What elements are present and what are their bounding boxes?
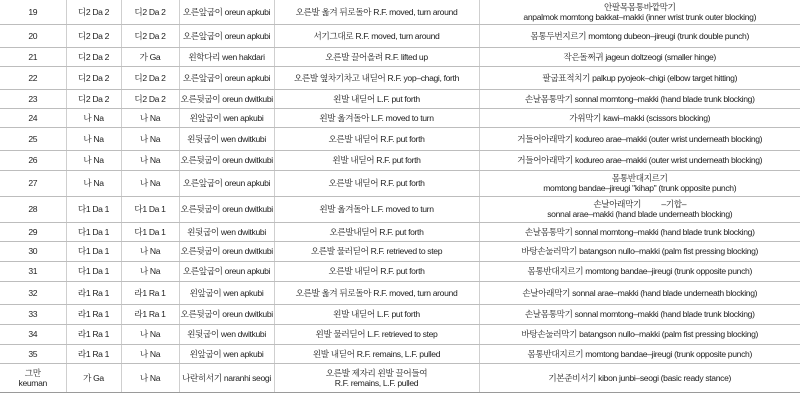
technique-line: anpalmok momtong bakkat–makki (inner wrist trunk outer blocking) xyxy=(523,11,757,22)
stance-cell: 오른앞굽이 oreun apkubi xyxy=(179,261,274,281)
technique-cell xyxy=(479,170,800,196)
position-from-cell: 디2 Da 2 xyxy=(66,66,121,89)
technique-cell xyxy=(479,89,800,108)
technique-line: 팔굽표적치기 palkup pyojeok–chigi (elbow target hitting) xyxy=(542,72,738,83)
technique-line: 바탕손눌러막기 batangson nullo–makki (palm fist pressing blocking) xyxy=(521,246,759,256)
technique-cell xyxy=(479,24,800,47)
technique-line: 손날아래막기 sonnal arae–makki (hand blade underneath blocking) xyxy=(522,287,758,298)
foot-movement-cell: 왼발 옮겨돌아 L.F. moved to turn xyxy=(274,108,479,127)
move-number-cell: 23 xyxy=(0,89,66,108)
stance-cell: 오른뒷굽이 oreun dwitkubi xyxy=(179,196,274,222)
foot-movement-cell: 오른발 끌어올려 R.F. lifted up xyxy=(274,47,479,66)
technique-cell xyxy=(479,150,800,170)
table-row xyxy=(0,47,800,66)
position-from-cell: 라1 Ra 1 xyxy=(66,344,121,363)
position-from-cell: 라1 Ra 1 xyxy=(66,324,121,344)
move-number-cell: 21 xyxy=(0,47,66,66)
table-row xyxy=(0,304,800,324)
move-number-cell: 19 xyxy=(0,0,66,24)
foot-movement-cell: 오른발 내딛어 R.F. put forth xyxy=(274,261,479,281)
foot-movement-cell: 왼발 내딛어 L.F. put forth xyxy=(274,89,479,108)
move-number-cell: 30 xyxy=(0,241,66,261)
foot-movement-line: 오른발 제자리 왼발 끌어들여 xyxy=(325,367,428,378)
technique-line: 손날몸통막기 sonnal momtong–makki (hand blade trunk blocking) xyxy=(524,309,755,319)
move-number-cell: 32 xyxy=(0,281,66,304)
position-to-cell: 라1 Ra 1 xyxy=(121,281,179,304)
move-number-cell: 33 xyxy=(0,304,66,324)
stance-cell: 오른뒷굽이 oreun dwitkubi xyxy=(179,150,274,170)
foot-movement-cell: 왼발 옮겨돌아 L.F. moved to turn xyxy=(274,196,479,222)
position-to-cell: 나 Na xyxy=(121,150,179,170)
position-from-cell: 나 Na xyxy=(66,127,121,150)
foot-movement-cell: 오른발 옆차기차고 내딛어 R.F. yop–chagi, forth xyxy=(274,66,479,89)
move-number-cell xyxy=(0,363,66,392)
move-number-cell: 24 xyxy=(0,108,66,127)
table-row xyxy=(0,24,800,47)
foot-movement-cell: 오른발 물러딛어 R.F. retrieved to step xyxy=(274,241,479,261)
technique-line: 바탕손눌러막기 batangson nullo–makki (palm fist pressing blocking) xyxy=(521,329,759,339)
position-from-cell: 나 Na xyxy=(66,170,121,196)
move-number-cell: 20 xyxy=(0,24,66,47)
technique-line: 몸통두번지르기 momtong dubeon–jireugi (trunk double punch) xyxy=(530,30,749,41)
technique-cell xyxy=(479,304,800,324)
table-row xyxy=(0,281,800,304)
stance-cell: 오른앞굽이 oreun apkubi xyxy=(179,66,274,89)
stance-cell: 왼뒷굽이 wen dwitkubi xyxy=(179,127,274,150)
foot-movement-cell: 오른발 옮겨 뒤로돌아 R.F. moved, turn around xyxy=(274,0,479,24)
move-number-line: keuman xyxy=(18,377,47,388)
stance-cell: 왼앞굽이 wen apkubi xyxy=(179,344,274,363)
position-to-cell: 다1 Da 1 xyxy=(121,196,179,222)
technique-line: 손날몸통막기 sonnal momtong–makki (hand blade trunk blocking) xyxy=(524,226,755,237)
position-to-cell: 디2 Da 2 xyxy=(121,0,179,24)
foot-movement-cell xyxy=(274,363,479,392)
table-row xyxy=(0,0,800,24)
foot-movement-line: R.F. remains, L.F. pulled xyxy=(334,377,419,388)
position-to-cell: 나 Na xyxy=(121,127,179,150)
position-to-cell: 나 Na xyxy=(121,261,179,281)
move-number-cell: 34 xyxy=(0,324,66,344)
position-from-cell: 디2 Da 2 xyxy=(66,47,121,66)
table-row xyxy=(0,222,800,241)
position-to-cell: 나 Na xyxy=(121,363,179,392)
stance-cell: 오른앞굽이 oreun apkubi xyxy=(179,24,274,47)
foot-movement-cell: 왼발 물러딛어 L.F. retrieved to step xyxy=(274,324,479,344)
technique-line: 작은돌쩌귀 jageun doltzeogi (smaller hinge) xyxy=(563,51,716,62)
table-row xyxy=(0,324,800,344)
table-row xyxy=(0,170,800,196)
table-row xyxy=(0,344,800,363)
technique-cell xyxy=(479,127,800,150)
technique-cell xyxy=(479,222,800,241)
position-to-cell: 다1 Da 1 xyxy=(121,222,179,241)
stance-cell: 나란히서기 naranhi seogi xyxy=(179,363,274,392)
position-from-cell: 나 Na xyxy=(66,108,121,127)
foot-movement-cell: 오른발 내딛어 R.F. put forth xyxy=(274,170,479,196)
position-to-cell: 나 Na xyxy=(121,108,179,127)
stance-cell: 오른뒷굽이 oreun dwitkubi xyxy=(179,89,274,108)
position-to-cell: 디2 Da 2 xyxy=(121,89,179,108)
move-number-cell: 26 xyxy=(0,150,66,170)
position-from-cell: 다1 Da 1 xyxy=(66,241,121,261)
stance-cell: 왼학다리 wen hakdari xyxy=(179,47,274,66)
technique-cell xyxy=(479,363,800,392)
technique-cell xyxy=(479,261,800,281)
technique-line: 안팔목몸통바깥막기 xyxy=(603,1,676,12)
position-from-cell: 디2 Da 2 xyxy=(66,0,121,24)
technique-line: 거들어아래막기 kodureo arae–makki (outer wrist underneath blocking) xyxy=(517,133,763,144)
position-to-cell: 디2 Da 2 xyxy=(121,24,179,47)
move-number-cell: 28 xyxy=(0,196,66,222)
technique-cell xyxy=(479,47,800,66)
foot-movement-cell: 오른발내딛어 R.F. put forth xyxy=(274,222,479,241)
position-to-cell: 가 Ga xyxy=(121,47,179,66)
table-row xyxy=(0,150,800,170)
foot-movement-cell: 서기그대로 R.F. moved, turn around xyxy=(274,24,479,47)
foot-movement-cell: 오른발 옮겨 뒤로돌아 R.F. moved, turn around xyxy=(274,281,479,304)
foot-movement-cell: 왼발 내딛어 R.F. put forth xyxy=(274,150,479,170)
position-from-cell: 다1 Da 1 xyxy=(66,261,121,281)
move-number-cell: 35 xyxy=(0,344,66,363)
move-number-cell: 22 xyxy=(0,66,66,89)
stance-cell: 오른앞굽이 oreun apkubi xyxy=(179,0,274,24)
table-row xyxy=(0,66,800,89)
technique-cell xyxy=(479,344,800,363)
move-number-cell: 27 xyxy=(0,170,66,196)
technique-cell xyxy=(479,66,800,89)
table-row xyxy=(0,261,800,281)
technique-line: 기본준비서기 kibon junbi–seogi (basic ready stance) xyxy=(548,372,732,383)
stance-cell: 오른뒷굽이 oreun dwitkubi xyxy=(179,241,274,261)
technique-line: 몸통반대지르기 momtong bandae–jireugi (trunk opposite punch) xyxy=(527,348,752,359)
position-to-cell: 나 Na xyxy=(121,344,179,363)
foot-movement-cell: 왼발 내딛어 L.F. put forth xyxy=(274,304,479,324)
technique-cell xyxy=(479,108,800,127)
stance-cell: 왼앞굽이 wen apkubi xyxy=(179,281,274,304)
stance-cell: 왼뒷굽이 wen dwitkubi xyxy=(179,324,274,344)
technique-line: 손날몸통막기 sonnal momtong–makki (hand blade trunk blocking) xyxy=(524,93,755,104)
technique-cell xyxy=(479,196,800,222)
position-from-cell: 다1 Da 1 xyxy=(66,222,121,241)
position-to-cell: 라1 Ra 1 xyxy=(121,304,179,324)
position-from-cell: 라1 Ra 1 xyxy=(66,304,121,324)
technique-line: momtong bandae–jireugi "kihap" (trunk opposite punch) xyxy=(543,183,737,193)
table-row xyxy=(0,108,800,127)
position-from-cell: 디2 Da 2 xyxy=(66,24,121,47)
technique-cell xyxy=(479,241,800,261)
technique-line: 몸통반대지르기 xyxy=(611,173,668,183)
position-to-cell: 나 Na xyxy=(121,170,179,196)
technique-line: 몸통반대지르기 momtong bandae–jireugi (trunk opposite punch) xyxy=(527,266,752,276)
move-number-cell: 25 xyxy=(0,127,66,150)
position-to-cell: 나 Na xyxy=(121,324,179,344)
table-row xyxy=(0,363,800,392)
table-row xyxy=(0,196,800,222)
position-from-cell: 나 Na xyxy=(66,150,121,170)
move-number-line: 그만 xyxy=(24,367,41,378)
stance-cell: 오른앞굽이 oreun apkubi xyxy=(179,170,274,196)
stance-cell: 오른뒷굽이 oreun dwitkubi xyxy=(179,304,274,324)
position-from-cell: 디2 Da 2 xyxy=(66,89,121,108)
technique-line: 가위막기 kawi–makki (scissors blocking) xyxy=(569,112,711,123)
move-number-cell: 29 xyxy=(0,222,66,241)
stance-cell: 왼앞굽이 wen apkubi xyxy=(179,108,274,127)
position-to-cell: 나 Na xyxy=(121,241,179,261)
technique-cell xyxy=(479,324,800,344)
position-from-cell: 다1 Da 1 xyxy=(66,196,121,222)
technique-line: 거들어아래막기 kodureo arae–makki (outer wrist underneath blocking) xyxy=(517,155,763,165)
technique-cell xyxy=(479,281,800,304)
table-row xyxy=(0,89,800,108)
move-number-cell: 31 xyxy=(0,261,66,281)
foot-movement-cell: 왼발 내딛어 R.F. remains, L.F. pulled xyxy=(274,344,479,363)
technique-line: sonnal arae–makki (hand blade underneath blocking) xyxy=(547,209,733,219)
technique-cell xyxy=(479,0,800,24)
position-to-cell: 디2 Da 2 xyxy=(121,66,179,89)
foot-movement-cell: 오른발 내딛어 R.F. put forth xyxy=(274,127,479,150)
stance-cell: 왼뒷굽이 wen dwitkubi xyxy=(179,222,274,241)
table-row xyxy=(0,241,800,261)
table-row xyxy=(0,127,800,150)
position-from-cell: 라1 Ra 1 xyxy=(66,281,121,304)
technique-line: 손날아래막기 –기합– xyxy=(593,199,687,209)
position-from-cell: 가 Ga xyxy=(66,363,121,392)
